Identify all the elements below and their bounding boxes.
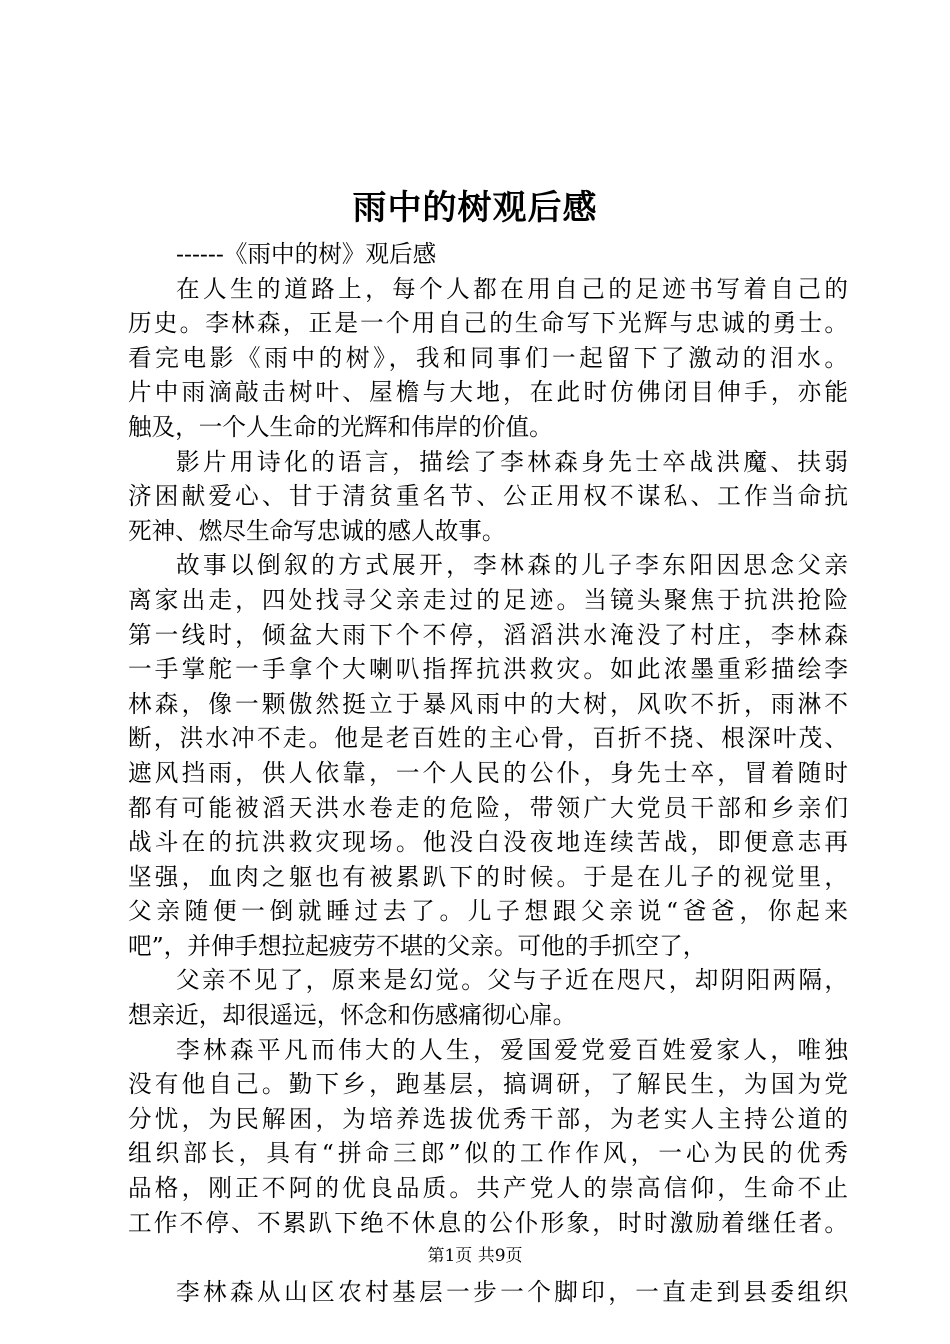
paragraph-line: 坚强，血肉之躯也有被累趴下的时候。于是在儿子的视觉里， [128,862,848,891]
paragraph-line: 第一线时，倾盆大雨下个不停，滔滔洪水淹没了村庄，李林森 [128,620,848,649]
paragraph-line: 没有他自己。勤下乡，跑基层，搞调研，了解民生，为国为党 [128,1070,848,1099]
paragraph-line: 都有可能被滔天洪水卷走的危险，带领广大党员干部和乡亲们 [128,793,848,822]
paragraph-line: 战斗在的抗洪救灾现场。他没白没夜地连续苦战，即便意志再 [128,828,848,857]
paragraph-line: 历史。李林森，正是一个用自己的生命写下光辉与忠诚的勇士。 [128,309,848,338]
paragraph-line: 李林森从山区农村基层一步一个脚印，一直走到县委组织 [176,1277,848,1306]
paragraph-line: 林森，像一颗傲然挺立于暴风雨中的大树，风吹不折，雨淋不 [128,689,848,718]
paragraph-line: 断，洪水冲不走。他是老百姓的主心骨，百折不挠、根深叶茂、 [128,724,848,753]
paragraph-line: 品格，刚正不阿的优良品质。共产党人的崇高信仰，生命不止 [128,1174,848,1203]
document-body [128,237,848,1309]
paragraph-line: 吧”，并伸手想拉起疲劳不堪的父亲。可他的手抓空了， [128,931,707,960]
paragraph-line: 触及，一个人生命的光辉和伟岸的价值。 [128,412,553,441]
paragraph-line: 济困献爱心、甘于清贫重名节、公正用权不谋私、工作当命抗 [128,482,848,511]
subtitle-line: ------《雨中的树》观后感 [176,240,437,268]
paragraph-line: 父亲随便一倒就睡过去了。儿子想跟父亲说“爸爸，你起来 [128,897,848,926]
paragraph-line: 在人生的道路上，每个人都在用自己的足迹书写着自己的 [176,274,848,303]
paragraph-line: 片中雨滴敲击树叶、屋檐与大地，在此时仿佛闭目伸手，亦能 [128,378,848,407]
paragraph-line: 想亲近，却很遥远，怀念和伤感痛彻心扉。 [128,1001,577,1030]
paragraph-line: 故事以倒叙的方式展开，李林森的儿子李东阳因思念父亲 [176,551,848,580]
page-footer: 第1页 共9页 [427,1246,523,1266]
paragraph-line: 看完电影《雨中的树》，我和同事们一起留下了激动的泪水。 [128,343,848,372]
paragraph-line: 影片用诗化的语言，描绘了李林森身先士卒战洪魔、扶弱 [176,447,848,476]
paragraph-line: 遮风挡雨，供人依靠，一个人民的公仆，身先士卒，冒着随时 [128,758,848,787]
paragraph-line: 分忧，为民解困，为培养选拔优秀干部，为老实人主持公道的 [128,1104,848,1133]
document-title: 雨中的树观后感 [352,188,598,228]
paragraph-line: 死神、燃尽生命写忠诚的感人故事。 [128,516,506,545]
paragraph-line: 工作不停、不累趴下绝不休息的公仆形象，时时激励着继任者。 [128,1208,848,1237]
paragraph-line: 父亲不见了，原来是幻觉。父与子近在咫尺，却阴阳两隔， [176,966,848,995]
paragraph-line: 一手掌舵一手拿个大喇叭指挥抗洪救灾。如此浓墨重彩描绘李 [128,655,848,684]
paragraph-line: 组织部长，具有“拼命三郎”似的工作作风，一心为民的优秀 [128,1139,848,1168]
paragraph-line: 离家出走，四处找寻父亲走过的足迹。当镜头聚焦于抗洪抢险 [128,585,848,614]
paragraph-line: 李林森平凡而伟大的人生，爱国爱党爱百姓爱家人，唯独 [176,1035,848,1064]
